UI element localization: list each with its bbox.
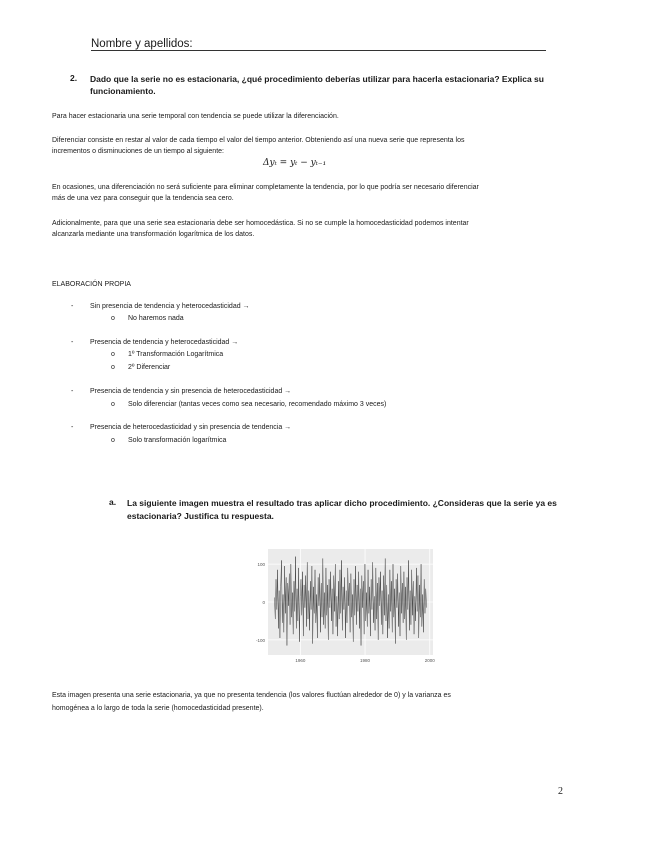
x-tick-label: 1960 — [295, 658, 306, 663]
list-dash: - — [71, 303, 74, 310]
question-letter: a. — [109, 497, 117, 507]
sub-bullet: o — [111, 401, 115, 408]
answer-paragraph-4-line1: Adicionalmente, para que una serie sea estacionaria debe ser homocedástica. Si no se cumple la homocedasticidad podemos intentar — [52, 220, 469, 227]
y-tick-label: 0 — [262, 600, 265, 605]
question-a-line1: La siguiente imagen muestra el resultado tras aplicar dicho procedimiento. ¿Consideras que la serie ya es — [127, 498, 557, 508]
list-dash: - — [71, 388, 74, 395]
name-field-underline — [91, 50, 546, 51]
list-item-1: Sin presencia de tendencia y heterocedasticidad → — [90, 303, 250, 310]
answer-paragraph-2-line2: incrementos o disminuciones de un tiempo al siguiente: — [52, 148, 224, 155]
elaboration-title: ELABORACIÓN PROPIA — [52, 281, 131, 288]
list-item-3-sub-1: Solo diferenciar (tantas veces como sea necesario, recomendado máximo 3 veces) — [128, 401, 387, 408]
conclusion-line2: homogénea a lo largo de toda la serie (homocedasticidad presente). — [52, 705, 264, 712]
question-a-line2: estacionaria? Justifica tu respuesta. — [127, 511, 274, 521]
page-number: 2 — [558, 786, 563, 797]
list-item-2-sub-1: 1º Transformación Logarítmica — [128, 351, 224, 358]
chart-svg — [248, 543, 438, 668]
difference-formula: Δyₜ = yₜ − yₜ₋₁ — [263, 158, 327, 168]
sub-bullet: o — [111, 364, 115, 371]
question-text-line2: funcionamiento. — [90, 86, 156, 96]
answer-paragraph-1: Para hacer estacionaria una serie temporal con tendencia se puede utilizar la diferenciación. — [52, 113, 339, 120]
question-number: 2. — [70, 73, 78, 83]
list-dash: - — [71, 339, 74, 346]
y-tick-label: 100 — [257, 562, 265, 568]
list-item-2-sub-2: 2º Diferenciar — [128, 364, 171, 371]
answer-paragraph-3-line2: más de una vez para conseguir que la tendencia sea cero. — [52, 195, 234, 202]
list-item-4-sub-1: Solo transformación logarítmica — [128, 437, 227, 444]
answer-paragraph-4-line2: alcanzarla mediante una transformación logarítmica de los datos. — [52, 231, 255, 238]
question-text-line1: Dado que la serie no es estacionaria, ¿qué procedimiento deberías utilizar para hacerla estacionaria? Explica su — [90, 74, 544, 84]
x-tick-label: 1980 — [360, 658, 371, 663]
y-tick-label: -100 — [255, 637, 265, 643]
sub-bullet: o — [111, 437, 115, 444]
conclusion-line1: Esta imagen presenta una serie estacionaria, ya que no presenta tendencia (los valores fluctúan alrededor de 0) y la varianza es — [52, 692, 451, 699]
list-item-4: Presencia de heterocedasticidad y sin presencia de tendencia → — [90, 424, 292, 431]
list-item-2: Presencia de tendencia y heterocedasticidad → — [90, 339, 239, 346]
x-tick-label: 2000 — [424, 658, 435, 663]
list-item-1-sub-1: No haremos nada — [128, 315, 184, 322]
sub-bullet: o — [111, 315, 115, 322]
list-item-3: Presencia de tendencia y sin presencia de heterocedasticidad → — [90, 388, 292, 395]
answer-paragraph-3-line1: En ocasiones, una diferenciación no será suficiente para eliminar completamente la tendencia, por lo que podría ser necesario diferenciar — [52, 184, 479, 191]
answer-paragraph-2-line1: Diferenciar consiste en restar al valor de cada tiempo el valor del tiempo anterior. Obteniendo así una nueva serie que representa los — [52, 137, 465, 144]
list-dash: - — [71, 424, 74, 431]
sub-bullet: o — [111, 351, 115, 358]
stationary-series-chart — [248, 543, 438, 668]
name-field-label: Nombre y apellidos: — [91, 38, 193, 50]
